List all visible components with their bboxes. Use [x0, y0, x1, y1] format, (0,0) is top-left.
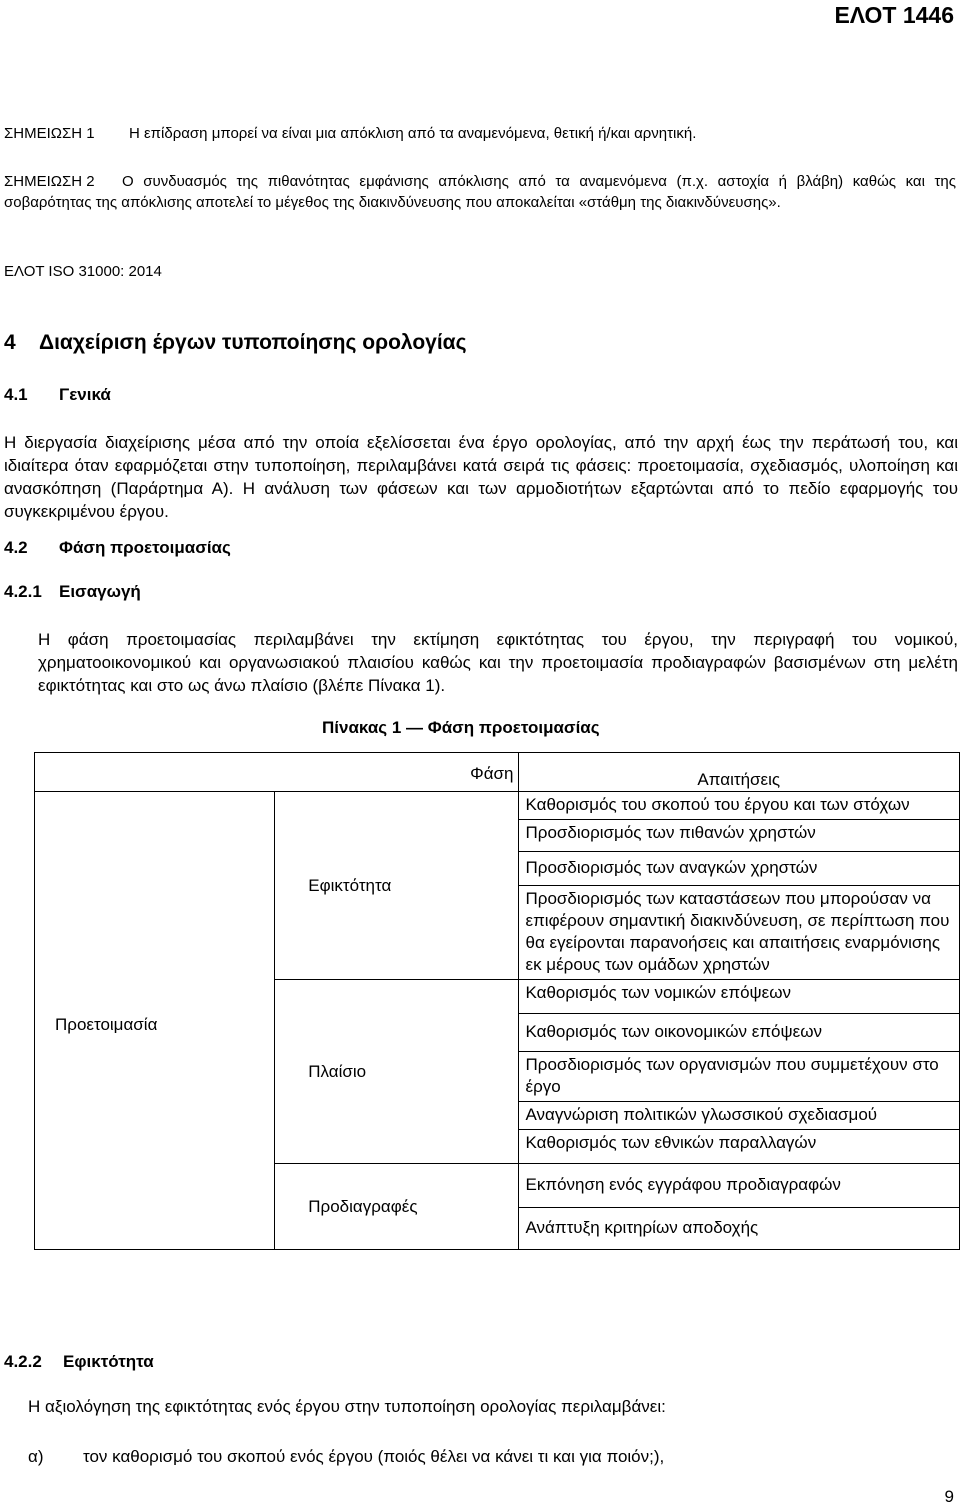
note-1 [4, 123, 696, 144]
section-title: Εισαγωγή [59, 582, 141, 601]
section-number: 4 [4, 331, 16, 354]
reference: ΕΛΟΤ ISO 31000: 2014 [4, 263, 162, 280]
section-title: Γενικά [59, 385, 111, 404]
table-caption: Πίνακας 1 — Φάση προετοιμασίας [322, 718, 600, 737]
category-cell: Προδιαγραφές [275, 1164, 518, 1250]
note-2 [4, 171, 956, 213]
category-cell: Εφικτότητα [275, 792, 518, 980]
preparation-phase-table [34, 752, 960, 1250]
section-number: 4.1 [4, 385, 28, 404]
category-cell: Πλαίσιο [275, 980, 518, 1164]
requirement-cell: Προσδιορισμός των οργανισμών που συμμετέχουν στο έργο [518, 1052, 960, 1102]
section-4-2-1-paragraph: Η φάση προετοιμασίας περιλαμβάνει την εκτίμηση εφικτότητας του έργου, την περιγραφή του νομικού, χρηματοοικονομικού και οργανωσιακού πλαισίου καθώς και την προετοιμασία προδιαγραφών βασισμένων στη μελέτη εφικτότητας και στο ως άνω πλαίσιο (βλέπε Πίνακα 1). [38, 630, 958, 695]
section-number: 4.2.1 [4, 582, 42, 601]
phase-cell: Προετοιμασία [35, 792, 275, 1250]
section-title: Φάση προετοιμασίας [59, 538, 231, 557]
requirement-cell: Προσδιορισμός των πιθανών χρηστών [518, 820, 960, 852]
section-4-heading [4, 331, 467, 355]
note-label: ΣΗΜΕΙΩΣΗ 2 [4, 173, 95, 190]
list-item-text: τον καθορισμό του σκοπού ενός έργου (ποιός θέλει να κάνει τι και για ποιόν;), [83, 1447, 665, 1466]
section-4-1-paragraph: Η διεργασία διαχείρισης μέσα από την οποία εξελίσσεται ένα έργο ορολογίας, από την αρχή έως την περάτωσή του, και ιδιαίτερα όταν εφαρμόζεται στην τυποποίηση, περιλαμβάνει κατά σειρά τις φάσεις: προετοιμασία, σχεδιασμός, υλοποίηση και ανασκόπηση (Παράρτημα Α). Η ανάλυση των φάσεων και των αρμοδιοτήτων εξαρτώνται από το πεδίο εφαρμογής του συγκεκριμένου έργου. [4, 433, 958, 521]
table-row [35, 792, 960, 820]
header-phase: Φάση [35, 753, 519, 792]
list-item-label: α) [28, 1447, 44, 1466]
requirement-cell: Καθορισμός του σκοπού του έργου και των στόχων [518, 792, 960, 820]
page-number: 9 [944, 1487, 954, 1506]
note-label: ΣΗΜΕΙΩΣΗ 1 [4, 125, 95, 142]
requirement-cell: Προσδιορισμός των καταστάσεων που μπορούσαν να επιφέρουν σημαντική διακινδύνευση, σε περίπτωση που θα εγείρονται παρανοήσεις και απαιτήσεις εναρμόνισης εκ μέρους των ομάδων χρηστών [518, 886, 960, 980]
section-4-2-2-heading [4, 1352, 154, 1372]
document-header: ΕΛΟΤ 1446 [834, 2, 954, 28]
section-4-2-heading [4, 538, 231, 558]
list-item [28, 1447, 664, 1467]
section-number: 4.2 [4, 538, 28, 557]
requirement-cell: Καθορισμός των οικονομικών επόψεων [518, 1014, 960, 1052]
section-4-2-2-paragraph: Η αξιολόγηση της εφικτότητας ενός έργου στην τυποποίηση ορολογίας περιλαμβάνει: [28, 1397, 666, 1416]
section-4-2-1-heading [4, 582, 141, 602]
section-number: 4.2.2 [4, 1352, 42, 1371]
requirement-cell: Προσδιορισμός των αναγκών χρηστών [518, 852, 960, 886]
note-text: Ο συνδυασμός της πιθανότητας εμφάνισης απόκλισης από τα αναμενόμενα (π.χ. αστοχία ή βλάβη) καθώς και της σοβαρότητας της απόκλισης αποτελεί το μέγεθος της διακινδύνευσης που αποκαλείται «στάθμη της διακινδύνευσης». [4, 173, 956, 211]
requirement-cell: Αναγνώριση πολιτικών γλωσσικού σχεδιασμού [518, 1102, 960, 1130]
section-4-1-heading [4, 385, 111, 405]
section-title: Διαχείριση έργων τυποποίησης ορολογίας [39, 331, 467, 354]
requirement-cell: Καθορισμός των νομικών επόψεων [518, 980, 960, 1014]
requirement-cell: Ανάπτυξη κριτηρίων αποδοχής [518, 1208, 960, 1250]
requirement-cell: Καθορισμός των εθνικών παραλλαγών [518, 1130, 960, 1164]
header-requirements: Απαιτήσεις [518, 753, 960, 792]
requirement-cell: Εκπόνηση ενός εγγράφου προδιαγραφών [518, 1164, 960, 1208]
note-text: Η επίδραση μπορεί να είναι μια απόκλιση από τα αναμενόμενα, θετική ή/και αρνητική. [129, 125, 697, 142]
table-header-row [35, 753, 960, 792]
section-title: Εφικτότητα [63, 1352, 154, 1371]
